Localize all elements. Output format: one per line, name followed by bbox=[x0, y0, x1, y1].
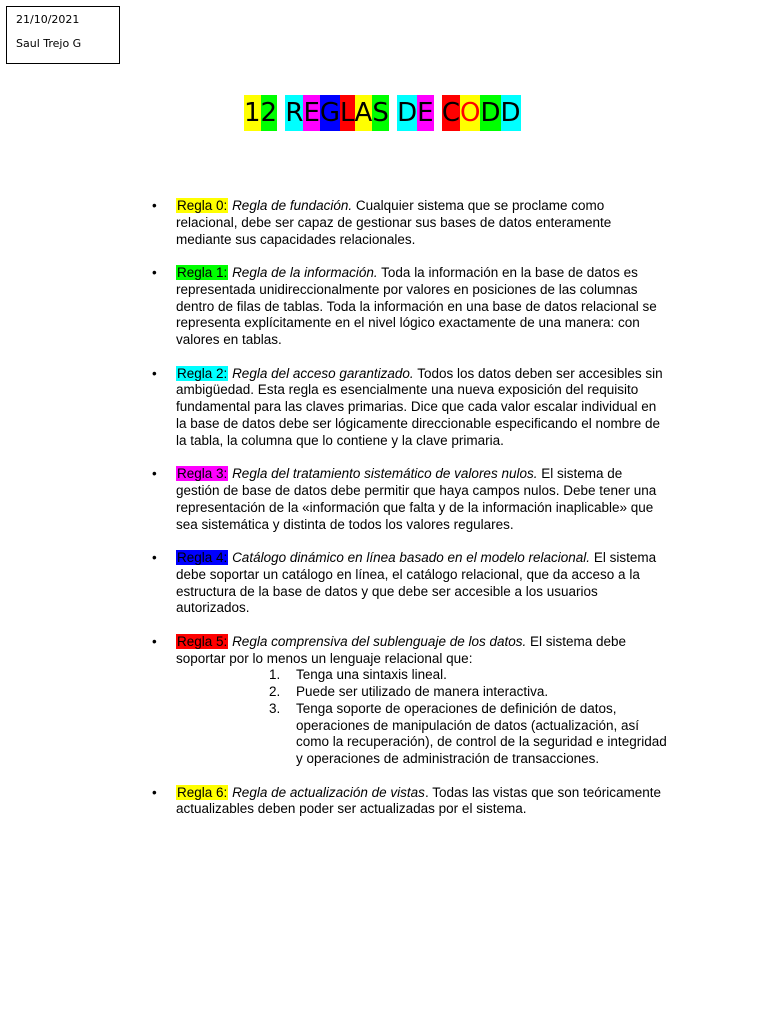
rule-tag: Regla 3: bbox=[177, 466, 228, 482]
rule-tag: Regla 5: bbox=[177, 633, 228, 649]
rule-name: Regla comprensiva del sublenguaje de los datos. bbox=[232, 633, 527, 649]
rule-tag: Regla 1: bbox=[177, 264, 228, 280]
rule-description: El sistema debe soportar por lo menos un lenguaje relacional que: bbox=[176, 633, 627, 666]
sublist-text: Puede ser utilizado de manera interactiva. bbox=[296, 684, 549, 700]
rule-name: Regla del tratamiento sistemático de valores nulos. bbox=[232, 466, 538, 482]
rule-name: Regla de la información. bbox=[232, 264, 378, 280]
rule-description: Toda la información en la base de datos es representada unidireccionalmente por valores en posiciones de las columnas dentro de filas de tablas. Toda la información en una base de datos relacional se representa explícitamente en el nivel lógico exactamente de una manera: con valores en tablas. bbox=[176, 264, 657, 348]
title-letter: 2 bbox=[261, 95, 278, 131]
rule-sublist bbox=[176, 667, 668, 768]
bullet-icon: • bbox=[152, 784, 157, 800]
title-letter: A bbox=[355, 95, 373, 131]
header-box bbox=[6, 6, 120, 64]
title-letter bbox=[277, 95, 285, 131]
sublist-item bbox=[269, 684, 668, 701]
rule-name: Regla de actualización de vistas bbox=[232, 784, 425, 800]
rule-item bbox=[148, 198, 668, 248]
title-letter: D bbox=[480, 95, 500, 131]
bullet-icon: • bbox=[152, 549, 157, 565]
rule-item bbox=[148, 550, 668, 617]
rule-tag: Regla 4: bbox=[177, 549, 228, 565]
title-letter: S bbox=[372, 95, 389, 131]
rules-list bbox=[148, 198, 668, 835]
title-letter: D bbox=[501, 95, 521, 131]
bullet-icon: • bbox=[152, 466, 157, 482]
rule-item bbox=[148, 785, 668, 819]
rule-tag: Regla 0: bbox=[177, 198, 228, 213]
title-letter: E bbox=[303, 95, 319, 131]
bullet-icon: • bbox=[152, 264, 157, 280]
title-letter bbox=[389, 95, 397, 131]
sublist-number: 1. bbox=[269, 667, 281, 683]
title-letter: O bbox=[460, 95, 480, 131]
bullet-icon: • bbox=[152, 365, 157, 381]
title-letter: R bbox=[285, 95, 303, 131]
bullet-icon: • bbox=[152, 633, 157, 649]
rule-description: El sistema debe soportar un catálogo en línea, el catálogo relacional, que da acceso a la estructura de la base de datos y que debe ser accesible a los usuarios autorizados. bbox=[176, 549, 657, 616]
rule-name: Regla de fundación. bbox=[232, 198, 353, 213]
rule-item bbox=[148, 466, 668, 533]
rule-description: El sistema de gestión de base de datos debe permitir que haya campos nulos. Debe tener una representación de la «información que falta y de la información inaplicable» que sea sistemática y distinta de todos los valores regulares. bbox=[176, 466, 657, 532]
title-letter bbox=[434, 95, 442, 131]
rule-item bbox=[148, 366, 668, 450]
page-title bbox=[244, 95, 521, 131]
sublist-number: 3. bbox=[269, 700, 281, 716]
date-text: 21/10/2021 bbox=[16, 13, 80, 26]
rule-description: Todos los datos deben ser accesibles sin ambigüedad. Esta regla es esencialmente una nueva exposición del requisito fundamental para las claves primarias. Dice que cada valor escalar individual en la base de datos debe ser lógicamente direccionable especificando el nombre de la tabla, la columna que lo contiene y la clave primaria. bbox=[176, 365, 663, 448]
rule-item bbox=[148, 265, 668, 349]
sublist-item bbox=[269, 701, 668, 768]
title-letter: L bbox=[340, 95, 355, 131]
sublist-item bbox=[269, 667, 668, 684]
rule-tag: Regla 6: bbox=[177, 784, 228, 800]
title-letter: G bbox=[320, 95, 340, 131]
title-letter: E bbox=[417, 95, 433, 131]
rule-item bbox=[148, 634, 668, 768]
sublist-number: 2. bbox=[269, 684, 281, 700]
rule-name: Regla del acceso garantizado. bbox=[232, 365, 414, 381]
title-letter: 1 bbox=[244, 95, 261, 131]
title-letter: C bbox=[442, 95, 460, 131]
sublist-text: Tenga una sintaxis lineal. bbox=[296, 667, 447, 683]
title-letter: D bbox=[397, 95, 417, 131]
rule-description: . Todas las vistas que son teóricamente actualizables deben poder ser actualizadas por el sistema. bbox=[176, 784, 662, 817]
sublist-text: Tenga soporte de operaciones de definición de datos, operaciones de manipulación de datos (actualización, así como la recuperación), de control de la seguridad e integridad y operaciones de administración de transacciones. bbox=[296, 700, 667, 767]
rule-description: Cualquier sistema que se proclame como relacional, debe ser capaz de gestionar sus bases de datos enteramente mediante sus capacidades relacionales. bbox=[176, 198, 612, 247]
rule-tag: Regla 2: bbox=[177, 365, 228, 381]
author-text: Saul Trejo G bbox=[16, 37, 82, 50]
bullet-icon: • bbox=[152, 198, 157, 213]
rule-name: Catálogo dinámico en línea basado en el modelo relacional. bbox=[232, 549, 591, 565]
